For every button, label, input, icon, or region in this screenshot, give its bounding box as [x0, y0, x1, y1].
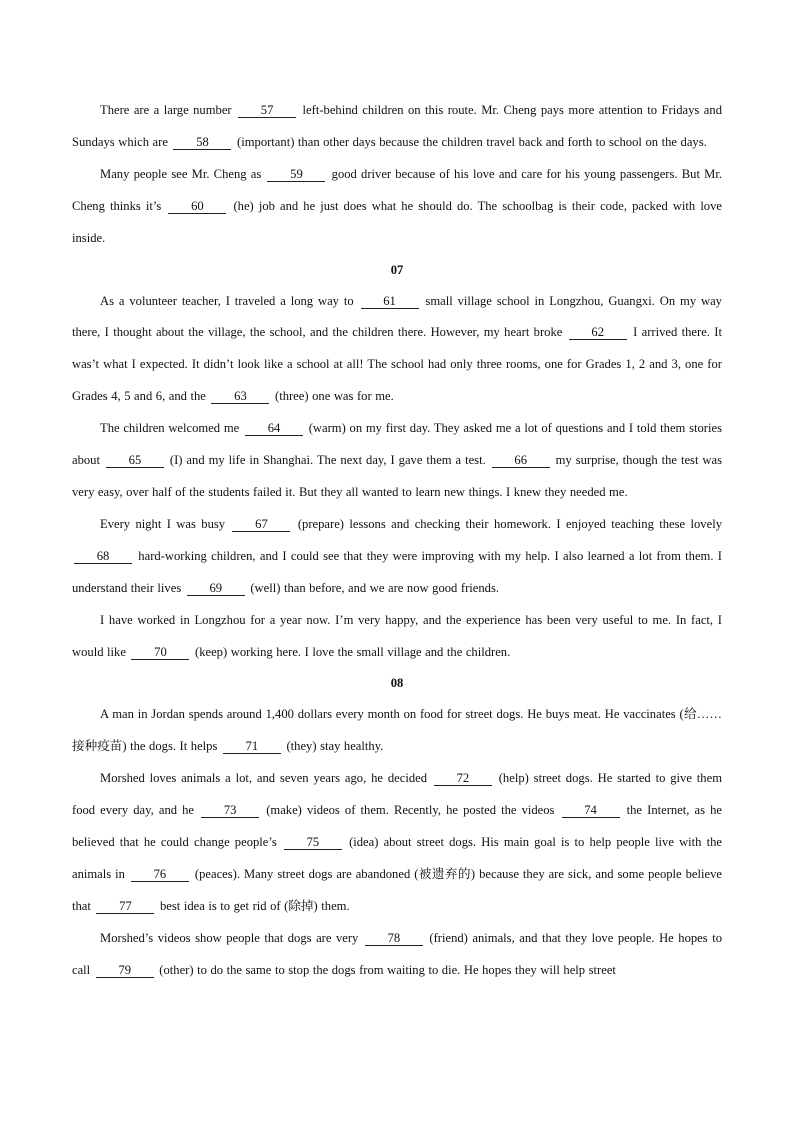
paragraph-text: The children welcomed me — [100, 421, 243, 436]
paragraph — [72, 923, 722, 987]
answer-blank[interactable]: 69 — [187, 582, 245, 596]
answer-blank[interactable]: 64 — [245, 422, 303, 436]
paragraph — [72, 763, 722, 923]
answer-blank[interactable]: 78 — [365, 932, 423, 946]
paragraph-text: (help) street dogs. He started to give them food every day, and he — [72, 771, 722, 818]
paragraph-text: hard-working children, and I could see that they were improving with my help. I also learned a lot from them. I understand their lives — [72, 548, 722, 595]
paragraph — [72, 286, 722, 414]
paragraph-text: good driver because of his love and care for his young passengers. But Mr. Cheng thinks it’s — [72, 166, 722, 213]
paragraph-text: (he) job and he just does what he should do. The schoolbag is their code, packed with love inside. — [72, 198, 722, 245]
paragraph-text: (three) one was for me. — [271, 389, 394, 404]
paragraph-text: (keep) working here. I love the small village and the children. — [191, 644, 511, 659]
paragraph-text: (peaces). Many street dogs are abandoned (被遗弃的) because they are sick, and some people believe that — [72, 866, 722, 913]
paragraph-text: best idea is to get rid of (除掉) them. — [156, 898, 350, 913]
answer-blank[interactable]: 67 — [232, 518, 290, 532]
answer-blank[interactable]: 61 — [361, 295, 419, 309]
paragraph-text: small village school in Longzhou, Guangxi. On my way there, I thought about the village, the school, and the children there. However, my heart broke — [72, 293, 722, 340]
paragraph — [72, 509, 722, 605]
answer-blank[interactable]: 75 — [284, 836, 342, 850]
answer-blank[interactable]: 65 — [106, 454, 164, 468]
answer-blank[interactable]: 68 — [74, 550, 132, 564]
paragraph-text: Morshed loves animals a lot, and seven years ago, he decided — [100, 771, 432, 786]
paragraph-text: (friend) animals, and that they love people. He hopes to call — [72, 930, 722, 977]
answer-blank[interactable]: 76 — [131, 868, 189, 882]
answer-blank[interactable]: 58 — [173, 136, 231, 150]
paragraph — [72, 699, 722, 763]
paragraph-text: There are a large number — [100, 103, 237, 117]
answer-blank[interactable]: 79 — [96, 964, 154, 978]
answer-blank[interactable]: 71 — [223, 740, 281, 754]
paragraph-text: (I) and my life in Shanghai. The next day, I gave them a test. — [165, 453, 490, 468]
paragraph — [72, 159, 722, 255]
section-heading: 07 — [390, 262, 404, 277]
paragraph-text: (prepare) lessons and checking their homework. I enjoyed teaching these lovely — [292, 516, 722, 531]
answer-blank[interactable]: 62 — [569, 326, 627, 340]
answer-blank[interactable]: 77 — [96, 900, 154, 914]
answer-blank[interactable]: 63 — [211, 390, 269, 404]
answer-blank[interactable]: 74 — [562, 804, 620, 818]
paragraph-text: (other) to do the same to stop the dogs from waiting to die. He hopes they will help street — [155, 962, 616, 977]
paragraph — [72, 413, 722, 509]
paragraph-text: Every night I was busy — [100, 516, 231, 531]
paragraph-text: (they) stay healthy. — [282, 739, 384, 754]
paragraph-text: A man in Jordan spends around 1,400 dollars every month on food for street dogs. He buys meat. He vaccinates (给……接种疫苗) the dogs. It helps — [72, 707, 722, 754]
paragraph-text: (make) videos of them. Recently, he posted the videos — [261, 803, 560, 818]
document-body — [72, 95, 722, 987]
paragraph-text: As a volunteer teacher, I traveled a long way to — [100, 293, 359, 308]
section-heading: 08 — [390, 676, 404, 691]
paragraph-text: the Internet, as he believed that he could change people’s — [72, 803, 722, 850]
paragraph-text: I arrived there. It was’t what I expected. It didn’t look like a school at all! The school had only three rooms, one for Grades 1, 2 and 3, one for Grades 4, 5 and 6, and the — [72, 325, 722, 404]
answer-blank[interactable]: 73 — [201, 804, 259, 818]
answer-blank[interactable]: 60 — [168, 200, 226, 214]
paragraph-text: I have worked in Longzhou for a year now. I’m very happy, and the experience has been very useful to me. In fact, I would like — [72, 612, 722, 659]
paragraph-text: (idea) about street dogs. His main goal is to help people live with the animals in — [72, 835, 722, 881]
paragraph — [72, 605, 722, 669]
paragraph-text: my surprise, though the test was very easy, over half of the students failed it. But they all wanted to learn new things. I knew they needed me. — [72, 453, 722, 499]
answer-blank[interactable]: 70 — [131, 646, 189, 660]
paragraph-text: (important) than other days because the children travel back and forth to school on the days. — [233, 134, 707, 149]
paragraph-text: (well) than before, and we are now good friends. — [246, 580, 500, 595]
paragraph-text: (warm) on my first day. They asked me a lot of questions and I told them stories about — [72, 421, 722, 468]
answer-blank[interactable]: 57 — [238, 104, 296, 118]
paragraph-text: Many people see Mr. Cheng as — [100, 166, 266, 181]
answer-blank[interactable]: 59 — [267, 168, 325, 182]
paragraph-text: Morshed’s videos show people that dogs are very — [100, 930, 363, 945]
answer-blank[interactable]: 72 — [434, 772, 492, 786]
paragraph — [72, 95, 722, 159]
answer-blank[interactable]: 66 — [492, 454, 550, 468]
paragraph-text: left-behind children on this route. Mr. Cheng pays more attention to Fridays and Sundays which are — [72, 103, 722, 149]
